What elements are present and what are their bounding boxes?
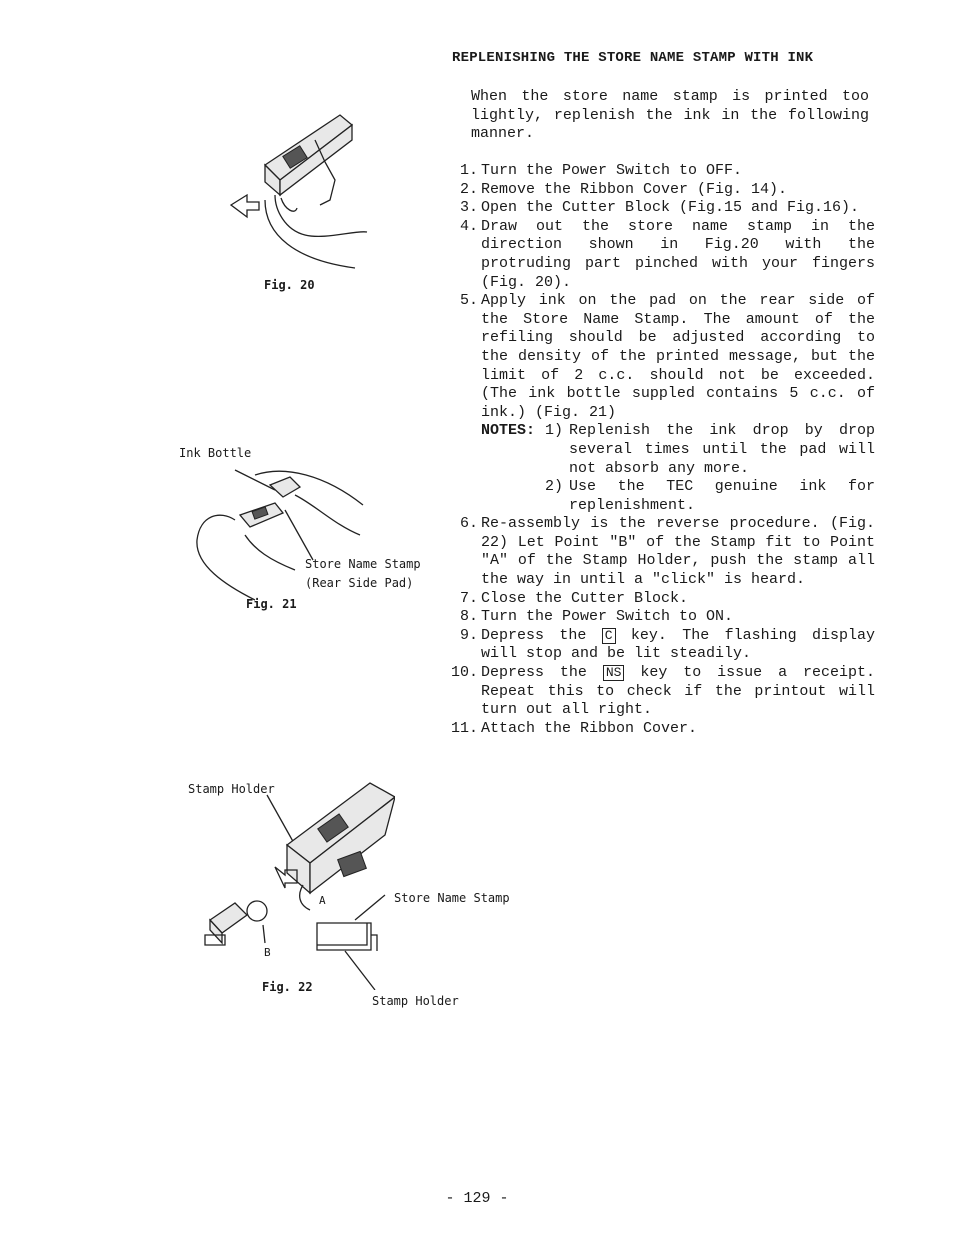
notes-block (481, 422, 875, 515)
c-key-symbol: C (602, 628, 616, 644)
step-3: 3. Open the Cutter Block (Fig.15 and Fig.16). (459, 199, 860, 217)
fig20-illustration (225, 110, 375, 275)
store-name-stamp-label-fig22: Store Name Stamp (394, 891, 510, 905)
notes-label: NOTES: (481, 422, 536, 440)
note-2: 2) Use the TEC genuine ink for replenishment. (545, 478, 875, 514)
point-b-label: B (264, 946, 271, 959)
fig21-label: Fig. 21 (246, 597, 297, 611)
step-1: 1. Turn the Power Switch to OFF. (459, 162, 743, 179)
step-5: 5. Apply ink on the pad on the rear side of the Store Name Stamp. The amount of the refiling should be adjusted according to the density of the printed message, but the limit of 2 c.c. should not be exceeded. (The ink bottle suppled contains 5 c.c. of ink.) (Fig. 21) NOTES: 1) Replenish the ink drop by drop several times until the pad will not absorb any more. 2) Use the TEC genuine ink for replenishment. (459, 292, 875, 514)
note-1: 1) Replenish the ink drop by drop several times until the pad will not absorb any more. (545, 422, 875, 477)
stamp-holder-top-label: Stamp Holder (188, 782, 275, 796)
rear-side-pad-label: (Rear Side Pad) (305, 576, 414, 590)
step-7: 7. Close the Cutter Block. (459, 589, 689, 607)
fig22-illustration (195, 775, 395, 990)
step-9: 9. Depress the C key. The flashing display will stop and be lit steadily. (459, 626, 875, 663)
section-heading: REPLENISHING THE STORE NAME STAMP WITH INK (452, 50, 814, 66)
step-6: 6. Re-assembly is the reverse procedure. (Fig. 22) Let Point "B" of the Stamp fit to Point "A" of the Stamp Holder, push the stamp all the way in until a "click" is heard. (459, 515, 875, 589)
step-8: 8. Turn the Power Switch to ON. (459, 608, 734, 626)
step-4: 4. Draw out the store name stamp in the direction shown in Fig.20 with the protruding part pinched with your fingers (Fig. 20). (459, 217, 875, 291)
step-10: 10. Depress the NS key to issue a receipt. Repeat this to check if the printout will turn out all right. (450, 664, 875, 719)
intro-paragraph: When the store name stamp is printed too lightly, replenish the ink in the following manner. (471, 88, 869, 142)
ns-key-symbol: NS (603, 665, 625, 681)
page-number: - 129 - (445, 1190, 509, 1207)
procedure-steps (430, 162, 875, 738)
step-2: 2. Remove the Ribbon Cover (Fig. 14). (459, 180, 788, 198)
ink-bottle-label: Ink Bottle (179, 446, 252, 460)
step-11: 11. Attach the Ribbon Cover. (450, 719, 698, 737)
store-name-stamp-label: Store Name Stamp (305, 557, 421, 571)
fig22-label: Fig. 22 (262, 980, 313, 994)
stamp-holder-bottom-label: Stamp Holder (372, 994, 459, 1008)
point-a-label: A (319, 894, 326, 907)
fig20-label: Fig. 20 (264, 278, 315, 292)
